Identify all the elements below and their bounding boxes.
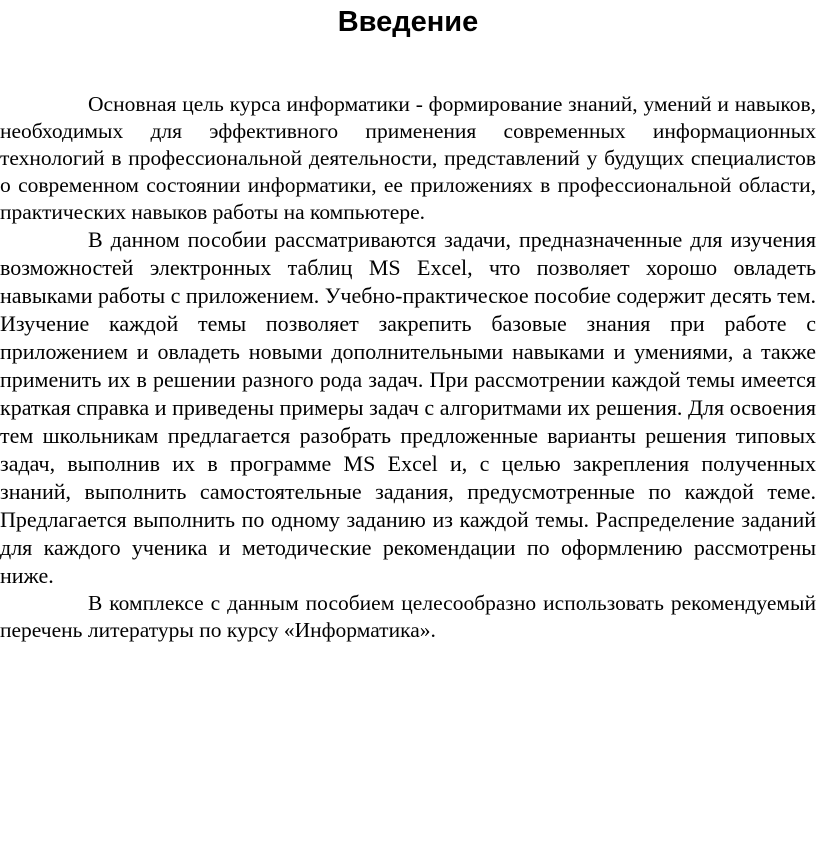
paragraph-manual-description: В данном пособии рассматриваются задачи, предназначенные для изучения возможностей электронных таблиц MS Excel, что позволяет хорошо овладеть навыками работы с приложением. Учебно-практическое пособие содержит десять тем. Изучение каждой темы позволяет закрепить базовые знания при работе с приложением и овладеть новыми дополнительными навыками и умениями, а также применить их в решении разного рода задач. При рассмотрении каждой темы имеется краткая справка и приведены примеры задач с алгоритмами их решения. Для освоения тем школьникам предлагается разобрать предложенные варианты решения типовых задач, выполнив их в программе MS Excel и, с целью закрепления полученных знаний, выполнить самостоятельные задания, предусмотренные по каждой теме. Предлагается выполнить по одному заданию из каждой темы. Распределение заданий для каждого ученика и методические рекомендации по оформлению рассмотрены ниже. <box>0 227 816 588</box>
document-body <box>0 91 816 644</box>
paragraph-literature: В комплексе с данным пособием целесообразно использовать рекомендуемый перечень литературы по курсу «Информатика». <box>0 591 816 642</box>
paragraph-intro: Основная цель курса информатики - формирование знаний, умений и навыков, необходимых для эффективного применения современных информационных технологий в профессиональной деятельности, представлений у будущих специалистов о современном состоянии информатики, ее приложениях в профессиональной области, практических навыков работы на компьютере. <box>0 92 816 224</box>
page-title: Введение <box>337 6 479 38</box>
